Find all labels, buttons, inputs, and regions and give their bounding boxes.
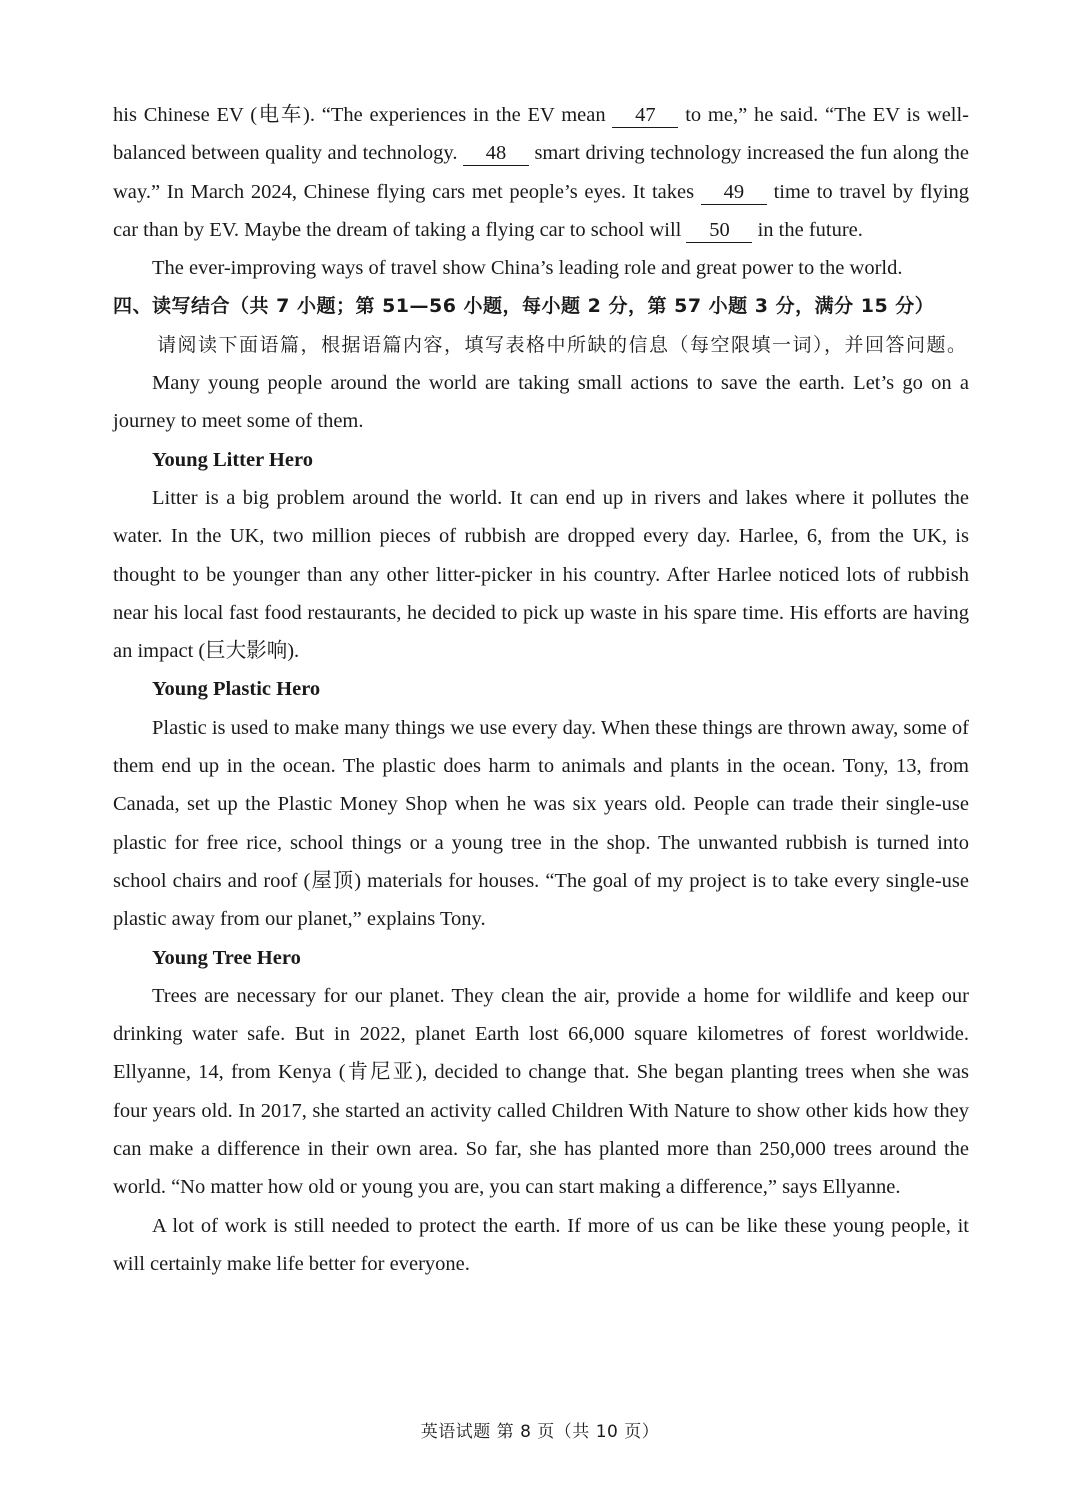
blank-49[interactable]: 49 [701,180,767,205]
blank-48[interactable]: 48 [463,141,529,166]
page-content [113,96,969,1283]
cloze-closing-paragraph: The ever-improving ways of travel show China’s leading role and great power to the world. [152,257,903,280]
article-conclusion: A lot of work is still needed to protect the earth. If more of us can be like these young people, it will certainly make life better for everyone. [113,1214,969,1275]
paragraph-litter-hero: Litter is a big problem around the world. It can end up in rivers and lakes where it pollutes the water. In the UK, two million pieces of rubbish are dropped every day. Harlee, 6, from the UK, is thought to be younger than any other litter-picker in his country. After Harlee noticed lots of rubbish near his local fast food restaurants, he decided to pick up waste in his spare time. His efforts are having an impact (巨大影响). [113,486,969,663]
heading-plastic-hero: Young Plastic Hero [152,678,321,701]
heading-litter-hero: Young Litter Hero [152,448,313,471]
cloze-text: to me,” he said. “The EV is well-balanced between quality and technology. [113,104,970,165]
blank-47[interactable]: 47 [612,103,678,128]
paragraph-tree-hero: Trees are necessary for our planet. They clean the air, provide a home for wildlife and keep our drinking water safe. But in 2022, planet Earth lost 66,000 square kilometres of forest worldwide. Ellyanne, 14, from Kenya (肯尼亚), decided to change that. She began planting trees when she was four years old. In 2017, she started an activity called Children With Nature to show other kids how they can make a difference in their own area. So far, she has planted more than 250,000 trees around the world. “No matter how old or young you are, you can start making a difference,” says Ellyanne. [113,984,969,1199]
cloze-text: smart driving technology increased the fun along the way.” In March 2024, Chinese flying cars met people’s eyes. It takes [113,142,969,203]
cloze-paragraph-end [113,96,969,249]
paragraph-plastic-hero: Plastic is used to make many things we use every day. When these things are thrown away, some of them end up in the ocean. The plastic does harm to animals and plants in the ocean. Tony, 13, from Canada, set up the Plastic Money Shop when he was six years old. People can trade their single-use plastic for free rice, school things or a young tree in the shop. The unwanted rubbish is turned into school chairs and roof (屋顶) materials for houses. “The goal of my project is to take every single-use plastic away from our planet,” explains Tony. [113,716,969,931]
section-instruction: 请阅读下面语篇，根据语篇内容，填写表格中所缺的信息（每空限填一词），并回答问题。 [157,333,968,356]
cloze-text: his Chinese EV (电车). “The experiences in the EV mean [113,104,606,126]
section-title: 四、读写结合（共 7 小题；第 51—56 小题，每小题 2 分，第 57 小题 3 分，满分 15 分） [113,295,935,318]
cloze-text: time to travel by flying car than by EV. Maybe the dream of taking a flying car to school will [113,180,970,241]
heading-tree-hero: Young Tree Hero [152,946,301,969]
page-footer: 英语试题 第 8 页（共 10 页） [420,1422,660,1442]
cloze-text: in the future. [757,218,863,241]
article-intro: Many young people around the world are taking small actions to save the earth. Let’s go on a journey to meet some of them. [113,372,969,433]
blank-50[interactable]: 50 [686,218,752,243]
